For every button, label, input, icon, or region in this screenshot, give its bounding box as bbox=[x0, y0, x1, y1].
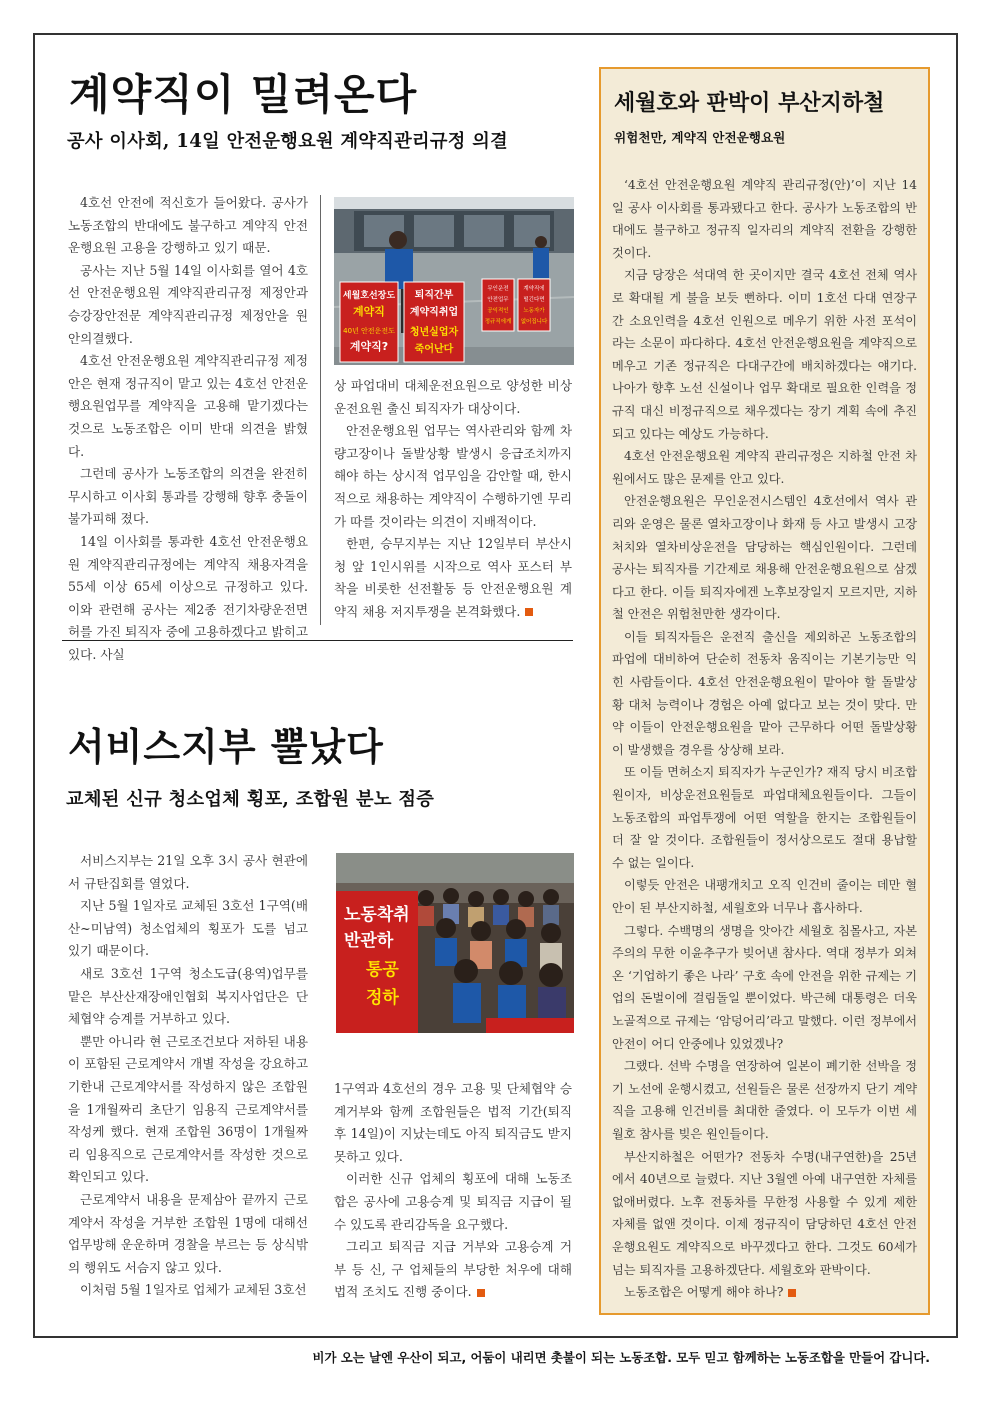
paragraph: 4호선 안전운행요원 계약직 관리규정은 지하철 안전 차원에서도 많은 문제를 안고 있다. bbox=[612, 449, 917, 486]
sign1-line: 계약직 bbox=[353, 305, 385, 318]
end-mark-icon bbox=[788, 1289, 796, 1297]
paragraph: 안전운행요원은 무인운전시스템인 4호선에서 역사 관리와 운영은 물론 열차고장이나 화재 등 사고 발생시 고장처치와 열차비상운전을 담당하는 핵심인원이다. 그런데 공사는 퇴직자를 기간제로 채용해 안전운행요원으로 삼겠다고 한다. 이들 퇴직자에겐 노후보장일지 모르지만, 지하철 안전은 위험천만한 생각이다. bbox=[612, 494, 917, 622]
paragraph: 근로계약서 내용을 문제삼아 끝까지 근로계약서 작성을 거부한 조합원 1명에 대해선 업무방해 운운하며 경찰을 부르는 등 상식밖의 행위도 서슴지 않고 있다. bbox=[68, 1191, 308, 1275]
paragraph: ‘4호선 안전운행요원 계약직 관리규정(안)’이 지난 14일 공사 이사회를 통과됐다고 한다. 공사가 노동조합의 반대에도 불구하고 정규직 일자리의 계약직 전환을 강행한 것이다. bbox=[612, 178, 917, 260]
sign1-line: 계약직? bbox=[349, 340, 389, 353]
article2-col1 bbox=[68, 850, 308, 1302]
paragraph: 뿐만 아니라 현 근로조건보다 저하된 내용이 포함된 근로계약서 개별 작성을 강요하고 기한내 근로계약서를 작성하지 않은 조합원을 1개월짜리 초단기 임용직 근로계약서를 작성케 했다. 현재 조합원 36명이 1개월짜리 임용직으로 근로계약서를 작성한 것으로 확인되고 있다. bbox=[68, 1033, 308, 1185]
sign3-line: 공익적인 bbox=[487, 308, 509, 314]
sign2-line: 청년실업자 bbox=[409, 327, 459, 338]
paragraph: 그런데 공사가 노동조합의 의견을 완전히 무시하고 이사회 통과를 강행해 향후 충돌이 불가피해 졌다. bbox=[68, 466, 308, 527]
paragraph: 공사는 지난 5월 14일 이사회를 열어 4호선 안전운행요원 계약직관리규정 제정안과 승강장안전문 계약직관리규정 제정안을 원안의결했다. bbox=[68, 262, 308, 346]
paragraph bbox=[334, 533, 572, 623]
paragraph-text: 노동조합은 어떻게 해야 하나? bbox=[624, 1285, 784, 1300]
article1-subhead: 공사 이사회, 14일 안전운행요원 계약직관리규정 의결 bbox=[67, 131, 508, 152]
paragraph: 서비스지부는 21일 오후 3시 공사 현관에서 규탄집회를 열었다. bbox=[68, 853, 308, 891]
sidebar-box bbox=[599, 67, 930, 1315]
article1-col2 bbox=[334, 375, 572, 624]
article1-col1 bbox=[68, 192, 308, 666]
sign3-line: 무인운전 bbox=[487, 286, 509, 292]
paragraph bbox=[612, 1281, 917, 1304]
paragraph: 새로 3호선 1구역 청소도급(용역)업무를 맡은 부산산재장애인협회 복지사업단은 단체협약 승계를 거부하고 있다. bbox=[68, 965, 308, 1027]
photo-station-protest bbox=[334, 197, 574, 365]
paragraph: 상 파업대비 대체운전요원으로 양성한 비상운전요원 출신 퇴직자가 대상이다. bbox=[334, 378, 572, 416]
sign4-line: 노동자가 bbox=[523, 308, 545, 314]
sign4-line: 떨긴다면 bbox=[523, 297, 545, 303]
sign2-line: 퇴직간부 bbox=[414, 290, 454, 301]
paragraph: 그렇다. 수백명의 생명을 앗아간 세월호 침몰사고, 자본주의의 무한 이윤추구가 빚어낸 참사다. 역대 정부가 외쳐온 ‘기업하기 좋은 나라’ 구호 속에 안전을 위한 규제는 기업의 돈벌이에 걸림돌일 뿐이었다. 박근혜 대통령은 더욱 노골적으로 규제는 ‘암덩어리’라고 말했다. 이런 정부에서 안전이 어디 안중에나 있었겠나? bbox=[612, 923, 917, 1051]
article2-col2 bbox=[334, 1078, 572, 1304]
sign1-line: 40년 안전운전도 bbox=[343, 327, 395, 335]
article2-subhead: 교체된 신규 청소업체 횡포, 조합원 분노 점증 bbox=[66, 789, 435, 810]
paragraph: 또 이들 면허소지 퇴직자가 누군인가? 재직 당시 비조합원이자, 비상운전요원들로 파업대체요원들이다. 그들이 노동조합의 파업투쟁에 어떤 역할을 한지는 조합원들이 더 잘 알 것이다. 조합원들이 정서상으로도 절대 용납할 수 없는 일이다. bbox=[612, 765, 917, 870]
end-mark-icon bbox=[525, 608, 533, 616]
paragraph: 이처럼 5월 1일자로 업체가 교체된 3호선 bbox=[80, 1282, 307, 1298]
paragraph-text: 한편, 승무지부는 지난 12일부터 부산시청 앞 1인시위를 시작으로 역사 포스터 부착을 비롯한 선전활동 등 안전운행요원 계약직 채용 저지투쟁을 본격화했다. bbox=[334, 536, 572, 619]
paragraph: 4호선 안전에 적신호가 들어왔다. 공사가 노동조합의 반대에도 불구하고 계약직 안전운행요원 고용을 강행하고 있기 때문. bbox=[68, 195, 308, 256]
sign4-line: 없어집니다 bbox=[520, 319, 548, 325]
banner-line: 노동착취 bbox=[344, 905, 410, 925]
paragraph bbox=[334, 1236, 572, 1304]
paragraph: 14일 이사회를 통과한 4호선 안전운행요원 계약직관리규정에는 계약직 채용자격을 55세 이상 65세 이상으로 규정하고 있다. 이와 관련해 공사는 제2종 전기차량운전면허를 가진 퇴직자 중에 고용하겠다고 밝히고 있다. 사실 bbox=[68, 533, 308, 662]
sidebar-headline: 세월호와 판박이 부산지하철 bbox=[614, 91, 885, 116]
article2-headline: 서비스지부 뿔났다 bbox=[68, 725, 384, 769]
paragraph: 1구역과 4호선의 경우 고용 및 단체협약 승계거부와 함께 조합원들은 법적 기간(퇴직 후 14일)이 지났는데도 아직 퇴직금도 받지 못하고 있다. bbox=[334, 1081, 572, 1164]
sidebar-subhead: 위험천만, 계약직 안전운행요원 bbox=[614, 130, 786, 145]
end-mark-icon bbox=[477, 1289, 485, 1297]
paragraph: 지금 당장은 석대역 한 곳이지만 결국 4호선 전체 역사로 확대될 게 불을 보듯 뻔하다. 이미 1호선 다대 연장구간 소요인력을 4호선 인원으로 메우기 위한 사전 포석이라는 소문이 파다하다. 4호선 안전운행요원을 계약직으로 메우고 기존 정규직은 다대구간에 배치하겠다는 얘기다. 나아가 향후 노선 신설이나 업무 확대로 필요한 인력을 정규직 대신 비정규직으로 채우겠다는 장기 계획 속에 추진되고 있다는 예상도 가능하다. bbox=[612, 268, 917, 441]
paragraph-text: 그리고 퇴직금 지급 거부와 고용승계 거부 등 신, 구 업체들의 부당한 처우에 대해 법적 조치도 진행 중이다. bbox=[334, 1239, 572, 1300]
sign4-line: 계약직에 bbox=[523, 286, 545, 292]
paragraph: 그랬다. 선박 수명을 연장하여 일본이 폐기한 선박을 정기 노선에 운행시켰고, 선원들은 물론 선장까지 단기 계약직을 고용해 인건비를 최대한 줄였다. 이 모두가 이번 세월호 참사를 빚은 원인들이다. bbox=[612, 1059, 917, 1141]
article-divider bbox=[62, 640, 573, 641]
banner-line: 정하 bbox=[366, 988, 399, 1008]
photo-sit-in-rally bbox=[336, 853, 574, 1033]
paragraph: 이렇듯 안전은 내팽개치고 오직 인건비 줄이는 데만 혈안이 된 부산지하철, 세월호와 너무나 흡사하다. bbox=[612, 878, 917, 915]
banner-line: 통공 bbox=[366, 960, 399, 980]
paragraph: 이들 퇴직자들은 운전직 출신을 제외하곤 노동조합의 파업에 대비하여 단순히 전동차 움직이는 기본기능만 익힌 사람들이다. 4호선 안전운행요원이 맡아야 할 돌발상황 대처 능력이나 경험은 아예 없다고 보는 것이 맞다. 만약 이들이 안전운행요원을 맡아 근무하다 어떤 돌발상황이 발생했을 경우를 상상해 보라. bbox=[612, 629, 917, 757]
banner-line: 반관하 bbox=[344, 931, 394, 951]
paragraph: 부산지하철은 어떤가? 전동차 수명(내구연한)을 25년에서 40년으로 늘렸다. 지난 3월엔 아예 내구연한 자체를 없애버렸다. 노후 전동차를 무한정 사용할 수 있게 제한 자체를 없앤 것이다. 이제 정규직이 담당하던 4호선 안전운행요원도 계약직으로 바꾸겠다고 한다. 그것도 60세가 넘는 퇴직자를 고용하겠단다. 세월호와 판박이다. bbox=[612, 1149, 917, 1277]
paragraph: 이러한 신규 업체의 횡포에 대해 노동조합은 공사에 고용승계 및 퇴직금 지급이 될 수 있도록 관리감독을 요구했다. bbox=[334, 1171, 572, 1232]
sign2-line: 죽어난다 bbox=[414, 344, 454, 355]
article1-headline: 계약직이 밀려온다 bbox=[69, 70, 418, 119]
footer-slogan: 비가 오는 날엔 우산이 되고, 어둠이 내리면 촛불이 되는 노동조합. 모두 믿고 함께하는 노동조합을 만들어 갑니다. bbox=[312, 1350, 930, 1365]
sign2-line: 계약직취업 bbox=[409, 307, 459, 318]
sign1-line: 세월호선장도 bbox=[342, 291, 396, 301]
sign3-line: 안전업무 bbox=[487, 297, 509, 303]
sidebar-body bbox=[612, 174, 917, 1304]
paragraph: 안전운행요원 업무는 역사관리와 함께 차량고장이나 돌발상황 발생시 응급조치까지 해야 하는 상시적 업무임을 감안할 때, 한시적으로 채용하는 계약직이 수행하기엔 무리가 따를 것이라는 의견이 지배적이다. bbox=[334, 423, 572, 529]
sign3-line: 정규직에게 bbox=[484, 319, 512, 325]
paragraph: 4호선 안전운행요원 계약직관리규정 제정안은 현재 정규직이 맡고 있는 4호선 안전운행요원업무를 계약직을 고용해 맡기겠다는 것으로 노동조합은 이미 반대 의견을 밝혔다. bbox=[68, 353, 308, 459]
paragraph: 지난 5월 1일자로 교체된 3호선 1구역(배산~미남역) 청소업체의 횡포가 도를 넘고 있기 때문이다. bbox=[68, 898, 308, 959]
column-divider bbox=[320, 195, 321, 625]
